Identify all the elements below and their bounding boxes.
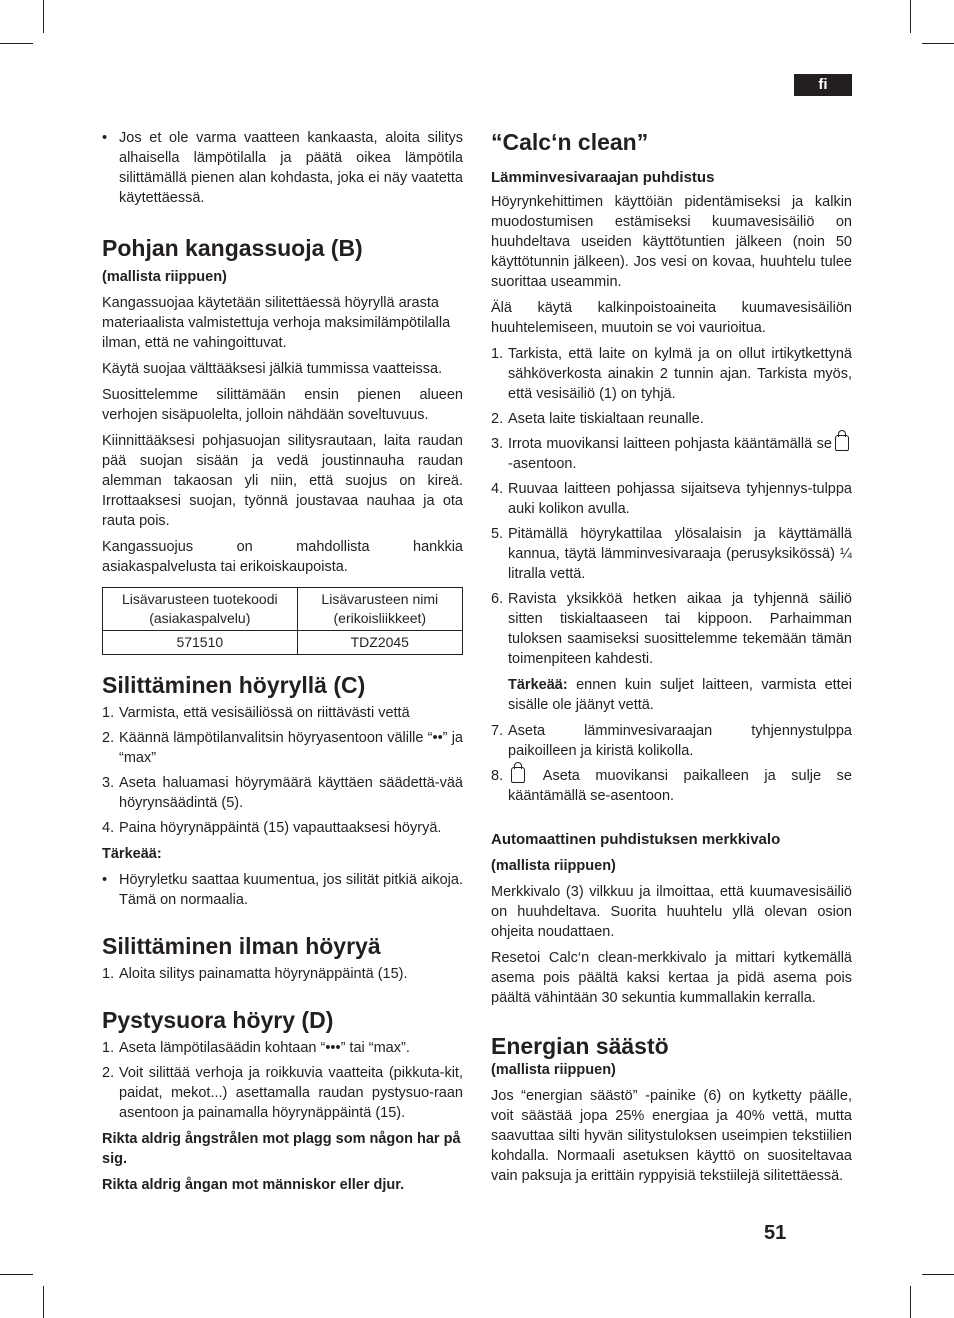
intro-bullet: • Jos et ole varma vaatteen kankaasta, aloita silitys alhaisella lämpötilalla ja päätä oikea lämpötila silittämällä pienen alan kohdasta, joka ei näy vaatetta käytettäessä. (102, 128, 463, 208)
important-label: Tärkeää: (508, 677, 568, 693)
step-number: 2. (491, 411, 504, 427)
page-number: 51 (764, 1222, 787, 1244)
paragraph: Älä käytä kalkinpoistoaineita kuumavesisäiliön huuhtelemiseen, muutoin se voi vaurioitua. (491, 300, 852, 336)
list-item (102, 818, 463, 838)
list-item (491, 721, 852, 761)
step-number: 2. (102, 730, 115, 746)
paragraph: Kiinnittääksesi pohjasuojan silitysrautaan, laita raudan pää suojan sisään ja vedä joustinnauha raudan alemman takaosan yli niin, että suojus on kireä. Irrottaaksesi suojan, työnnä joustavaa nauhaa ja ota rauta pois. (102, 433, 463, 529)
step-text: Irrota muovikansi laitteen pohjasta kääntämällä se (508, 436, 832, 452)
step-number: 1. (102, 966, 115, 982)
important-label: Tärkeää: (102, 846, 162, 862)
step-number: 6. (491, 591, 504, 607)
step-number: 2. (102, 1065, 115, 1081)
step-number: 1. (102, 705, 115, 721)
step-text: Aseta lämminvesivaraajan tyhjennystulppa paikoilleen ja kiristä kolikolla. (508, 723, 852, 759)
step-text: Aloita silitys painamatta höyrynäppäintä (15). (119, 966, 408, 982)
steam-steps-list (102, 703, 463, 838)
section-title-energy-saving: Energian säästö (491, 1033, 669, 1059)
model-dependent-note: (mallista riippuen) (491, 858, 616, 874)
paragraph: Kangassuojus on mahdollista hankkia asiakaspalvelusta tai erikoiskaupoista. (102, 539, 463, 575)
unlock-icon (835, 435, 849, 451)
no-steam-list (102, 964, 463, 984)
paragraph: Käytä suojaa välttääksesi jälkiä tummissa vaatteissa. (102, 361, 443, 377)
crop-mark (922, 43, 954, 44)
left-column (102, 128, 463, 1201)
model-dependent-note: (mallista riippuen) (102, 269, 227, 285)
step-text: Pitämällä höyrykattilaa ylösalaisin ja käyttämällä kannua, täytä lämminvesivaraaja (perusyksikössä) ¼ litralla vettä. (508, 526, 852, 582)
crop-mark (0, 43, 33, 44)
step-number: 7. (491, 723, 504, 739)
crop-mark (910, 0, 911, 33)
section-title-calc-clean: “Calc‘n clean” (491, 129, 649, 155)
subsection-title: Lämminvesivaraajan puhdistus (491, 169, 715, 186)
subsection-title-auto-indicator: Automaattinen puhdistuksen merkkivalo (491, 831, 781, 848)
paragraph: Kangassuojaa käytetään silitettäessä höyryllä arasta materiaalista valmistettuja verhoja maksimilämpötilalla ilman, että ne vahingoittuvat. (102, 295, 451, 351)
crop-mark (0, 1274, 33, 1275)
right-column (491, 128, 852, 1192)
step-number: 3. (102, 775, 115, 791)
list-item (102, 703, 463, 723)
section-title-ironing-without-steam: Silittäminen ilman höyryä (102, 933, 381, 959)
list-item (491, 766, 852, 806)
step-text: Aseta haluamasi höyrymäärä käyttäen säädettä-vää höyrynsäädintä (5). (119, 775, 463, 811)
table-cell-name: TDZ2045 (297, 631, 462, 655)
list-item (491, 589, 852, 669)
step-text: Aseta lämpötilasäädin kohtaan “•••” tai “max”. (119, 1040, 410, 1056)
step-text: Aseta laite tiskialtaan reunalle. (508, 411, 704, 427)
paragraph: Resetoi Calc‘n clean-merkkivalo ja mittari kytkemällä asema pois päältä kaksi kertaa ja pidä asema pois päältä vähintään 30 sekuntia kummallakin kerralla. (491, 950, 852, 1006)
list-item (491, 479, 852, 519)
list-item (491, 524, 852, 584)
list-item (102, 728, 463, 768)
list-item (102, 1038, 463, 1058)
warning-text: Rikta aldrig ångstrålen mot plagg som någon har på sig. (102, 1131, 461, 1167)
section-title-steam-ironing: Silittäminen höyryllä (C) (102, 672, 366, 698)
section-title-fabric-protector: Pohjan kangassuoja (B) (102, 235, 363, 261)
step-number: 5. (491, 526, 504, 542)
step-text: Tarkista, että laite on kylmä ja on ollut irtikytkettynä sähköverkosta ainakin 2 tunnin ajan. Tarkista myös, että vesisäiliö (1) on tyhjä. (508, 346, 852, 402)
step-text: -asentoon. (508, 456, 577, 472)
table-cell-code: 571510 (103, 631, 298, 655)
language-tab: fi (794, 74, 852, 96)
crop-mark (43, 0, 44, 33)
list-item (491, 409, 852, 429)
step-text: Aseta muovikansi paikalleen ja sulje se kääntämällä se-asentoon. (508, 768, 852, 804)
crop-mark (922, 1274, 954, 1275)
step-text: Ravista yksikköä hetken aikaa ja tyhjennä säiliö sitten tiskialtaaseen tai kippoon. Parhaimman tuloksen saamiseksi suosittelemme tekemään tämän toimenpiteen kahdesti. (508, 591, 852, 667)
paragraph: Höyrynkehittimen käyttöiän pidentämiseksi ja kalkin muodostumisen estämiseksi kuumavesisäiliö on huuhdeltava useiden käyttötuntien jälkeen (noin 50 käyttötunnin jälkeen). Jos vesi on kovaa, huuhtelu tulee suorittaa useammin. (491, 194, 852, 290)
paragraph: Merkkivalo (3) vilkkuu ja ilmoittaa, että kuumavesisäiliö on huuhdeltava. Suorita huuhtelu yllä olevan osion ohjeita noudattaen. (491, 884, 852, 940)
accessory-table (102, 587, 463, 655)
paragraph: Jos “energian säästö” -painike (6) on kytketty päälle, voit säästää jopa 25% energiaa ja 40% vettä, mutta saavuttaa silti hyvän silitystuloksen useimpien tekstiilien kohdalla. Normaali asetuksen käyttö on suositeltavaa vain paksuja ja erittäin ryppyisiä tekstiilejä silitettäessä. (491, 1088, 852, 1184)
warning-text: Rikta aldrig ångan mot människor eller djur. (102, 1177, 405, 1193)
crop-mark (43, 1286, 44, 1318)
important-text: ennen kuin suljet laitteen, varmista ettei sisälle ole jäänyt vettä. (508, 677, 852, 713)
step-number: 3. (491, 436, 504, 452)
table-header-name: Lisävarusteen nimi (erikoisliikkeet) (297, 588, 462, 631)
step-number: 1. (102, 1040, 115, 1056)
table-header-code: Lisävarusteen tuotekoodi (asiakaspalvelu) (103, 588, 298, 631)
crop-mark (910, 1286, 911, 1318)
step-text: Varmista, että vesisäiliössä on riittävästi vettä (119, 705, 410, 721)
list-item (102, 1063, 463, 1123)
intro-list (102, 128, 463, 208)
lock-icon (511, 767, 525, 783)
step-number: 1. (491, 346, 504, 362)
important-list (102, 870, 463, 910)
list-item (102, 773, 463, 813)
calc-clean-steps-list-cont (491, 721, 852, 806)
step-text: Paina höyrynäppäintä (15) vapauttaaksesi höyryä. (119, 820, 442, 836)
list-item (102, 964, 463, 984)
paragraph: Suosittelemme silittämään ensin pienen alueen verhojen sisäpuolelta, jolloin nähdään soveltuvuus. (102, 387, 463, 423)
step-text: Käännä lämpötilanvalitsin höyryasentoon välille “••” ja “max” (119, 730, 463, 766)
step-number: 4. (491, 481, 504, 497)
list-item (491, 344, 852, 404)
important-bullet: • Höyryletku saattaa kuumentua, jos silität pitkiä aikoja. Tämä on normaalia. (102, 870, 463, 910)
list-item (491, 434, 852, 474)
step-text: Ruuvaa laitteen pohjassa sijaitseva tyhjennys-tulppa auki kolikon avulla. (508, 481, 852, 517)
vertical-steam-list (102, 1038, 463, 1123)
model-dependent-note: (mallista riippuen) (491, 1062, 616, 1078)
calc-clean-steps-list (491, 344, 852, 669)
step-number: 4. (102, 820, 115, 836)
important-note (491, 675, 852, 715)
step-number: 8. (491, 768, 504, 784)
step-text: Voit silittää verhoja ja roikkuvia vaatteita (pikkuta-kit, paidat, mekot...) asettamalla raudan pystysuo-raan asentoon ja painamalla höyrynäppäintä (15). (119, 1065, 463, 1121)
section-title-vertical-steam: Pystysuora höyry (D) (102, 1007, 334, 1033)
